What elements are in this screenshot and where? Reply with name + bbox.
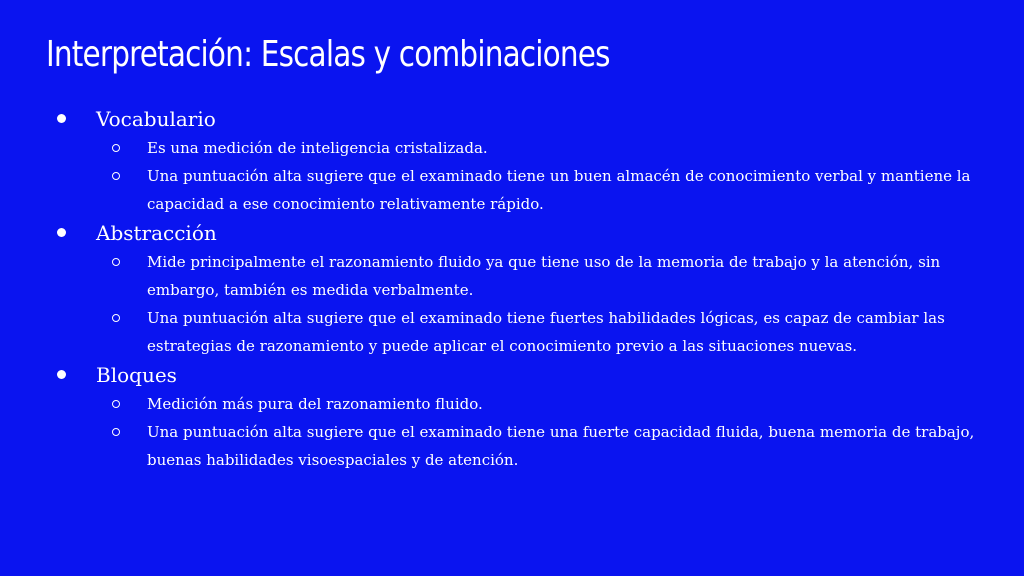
filled-bullet-icon <box>57 228 66 237</box>
sub-item-text: Mide principalmente el razonamiento fluido ya que tiene uso de la memoria de trabajo y la atención, sin embargo, también es medida verbalmente. <box>147 253 941 299</box>
sub-list-item <box>96 248 1005 304</box>
sub-item-text: Una puntuación alta sugiere que el examinado tiene fuertes habilidades lógicas, es capaz de cambiar las estrategias de razonamiento y puede aplicar el conocimiento previo a las situaciones nuevas. <box>147 309 945 355</box>
sub-list-item <box>96 390 1005 418</box>
list-item-bloques <box>55 360 1005 474</box>
list-item-abstraccion <box>55 218 1005 360</box>
hollow-bullet-icon <box>112 258 120 266</box>
slide-title: Interpretación: Escalas y combinaciones <box>46 34 610 75</box>
filled-bullet-icon <box>57 114 66 123</box>
sub-list <box>96 248 1005 360</box>
section-heading: Abstracción <box>96 221 217 245</box>
filled-bullet-icon <box>57 370 66 379</box>
sub-list-item <box>96 134 1005 162</box>
hollow-bullet-icon <box>112 144 120 152</box>
section-heading: Vocabulario <box>96 107 216 131</box>
sub-list-item <box>96 304 1005 360</box>
sub-item-text: Una puntuación alta sugiere que el examinado tiene un buen almacén de conocimiento verbal y mantiene la capacidad a ese conocimiento relativamente rápido. <box>147 167 971 213</box>
hollow-bullet-icon <box>112 400 120 408</box>
sub-list-item <box>96 418 1005 474</box>
hollow-bullet-icon <box>112 314 120 322</box>
bullet-list <box>55 104 1005 474</box>
sub-item-text: Es una medición de inteligencia cristalizada. <box>147 139 488 157</box>
sub-list <box>96 390 1005 474</box>
hollow-bullet-icon <box>112 172 120 180</box>
list-item-vocabulario <box>55 104 1005 218</box>
sub-item-text: Medición más pura del razonamiento fluido. <box>147 395 483 413</box>
sub-list-item <box>96 162 1005 218</box>
slide-content <box>55 104 1005 474</box>
hollow-bullet-icon <box>112 428 120 436</box>
sub-list <box>96 134 1005 218</box>
section-heading: Bloques <box>96 363 177 387</box>
sub-item-text: Una puntuación alta sugiere que el examinado tiene una fuerte capacidad fluida, buena memoria de trabajo, buenas habilidades visoespaciales y de atención. <box>147 423 975 469</box>
